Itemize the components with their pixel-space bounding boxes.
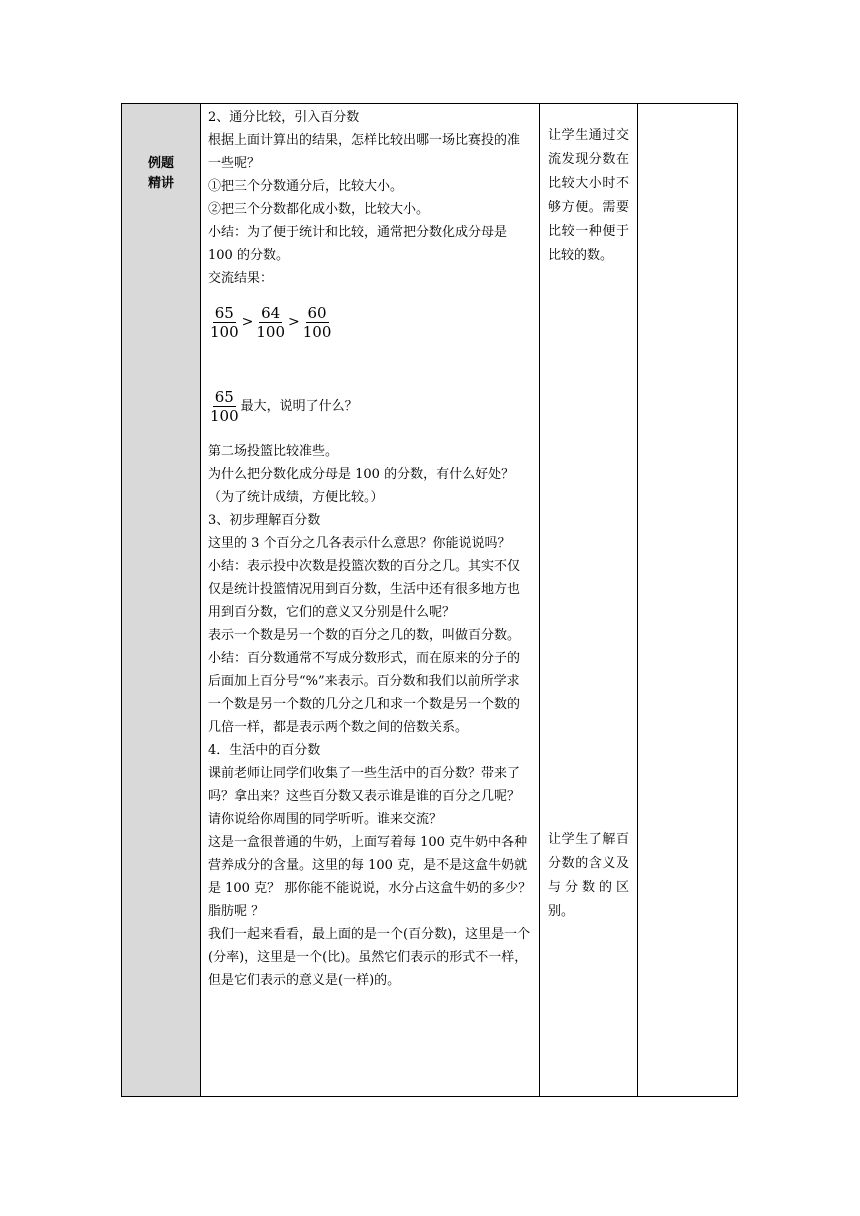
max-fraction-line <box>208 380 532 432</box>
content-line: 3、初步理解百分数 <box>208 513 321 528</box>
content-line: 交流结果： <box>208 271 274 286</box>
fraction-comparison <box>208 294 532 350</box>
extra-cell <box>638 104 738 1097</box>
content-line: 这里的 3 个百分之几各表示什么意思？你能说说吗？ <box>208 536 511 551</box>
content-line: 小结：百分数通常不写成分数形式，而在原来的分子的后面加上百分号“%”来表示。百分数和我们以前所学求一个数是另一个数的几分之几和求一个数是另一个数的几倍一样，都是表示两个数之间的倍数关系。 <box>208 651 521 735</box>
max-fraction-text: 最大，说明了什么？ <box>240 398 358 414</box>
fraction-numerator: 60 <box>307 303 327 322</box>
content-line: 2、通分比较，引入百分数 <box>208 110 360 125</box>
fraction <box>208 388 241 425</box>
content-line: 根据上面计算出的结果，怎样比较出哪一场比赛投的准一些呢？ <box>208 133 521 171</box>
fraction-denominator: 100 <box>210 322 239 341</box>
design-note: 让学生了解百分数的含义及与分数的区别。 <box>548 832 629 919</box>
teaching-content-cell <box>201 104 540 1097</box>
content-line: 我们一起来看看，最上面的是一个(百分数)，这里是一个(分率)，这里是一个(比)。虽然它们表示的形式不一样，但是它们表示的意义是(一样)的。 <box>208 927 531 988</box>
design-intent-cell <box>540 104 638 1097</box>
table-row <box>122 104 738 1097</box>
design-note: 让学生通过交流发现分数在比较大小时不够方便。需要比较一种便于比较的数。 <box>548 128 629 263</box>
fraction-denominator: 100 <box>302 322 332 341</box>
content-line: 为什么把分数化成分母是 100 的分数，有什么好处？（为了统计成绩，方便比较。） <box>208 467 515 505</box>
section-label-cell <box>122 104 201 1097</box>
lesson-plan-table <box>121 103 738 1097</box>
content-line: 课前老师让同学们收集了一些生活中的百分数？带来了吗？拿出来？这些百分数又表示谁是谁的百分之几呢？请你说给你周围的同学听听。谁来交流？ <box>208 766 521 827</box>
fraction-denominator: 100 <box>210 406 239 425</box>
greater-than-symbol: > <box>241 313 254 330</box>
fraction-numerator: 65 <box>214 303 234 322</box>
content-line: 这是一盒很普通的牛奶，上面写着每 100 克牛奶中各种营养成分的含量。这里的每 100 克，是不是这盒牛奶就是 100 克？ 那你能不能说说，水分占这盒牛奶的多少？脂肪呢 ？ <box>208 835 532 919</box>
teaching-content <box>201 104 539 992</box>
section-label-line: 精讲 <box>147 176 174 191</box>
content-line: 第二场投篮比较准些。 <box>208 444 339 459</box>
fraction-denominator: 100 <box>256 322 286 341</box>
design-intent <box>540 104 637 924</box>
fraction-numerator: 64 <box>261 303 281 322</box>
content-line: 小结：表示投中次数是投篮次数的百分之几。其实不仅仅是统计投篮情况用到百分数，生活中还有很多地方也用到百分数，它们的意义又分别是什么呢？ <box>208 559 521 620</box>
content-line: ②把三个分数都化成小数，比较大小。 <box>208 202 430 217</box>
content-line: ①把三个分数通分后，比较大小。 <box>208 179 404 194</box>
fraction <box>301 304 334 341</box>
content-line: 表示一个数是另一个数的百分之几的数，叫做百分数。 <box>208 628 521 643</box>
greater-than-symbol: > <box>288 313 300 330</box>
content-line: 小结：为了便于统计和比较，通常把分数化成分母是 100 的分数。 <box>208 225 508 263</box>
fraction-numerator: 65 <box>214 387 234 406</box>
section-label <box>122 154 200 194</box>
fraction <box>254 304 287 341</box>
content-line: 4．生活中的百分数 <box>208 743 321 758</box>
fraction <box>208 304 241 341</box>
section-label-line: 例题 <box>147 156 174 171</box>
